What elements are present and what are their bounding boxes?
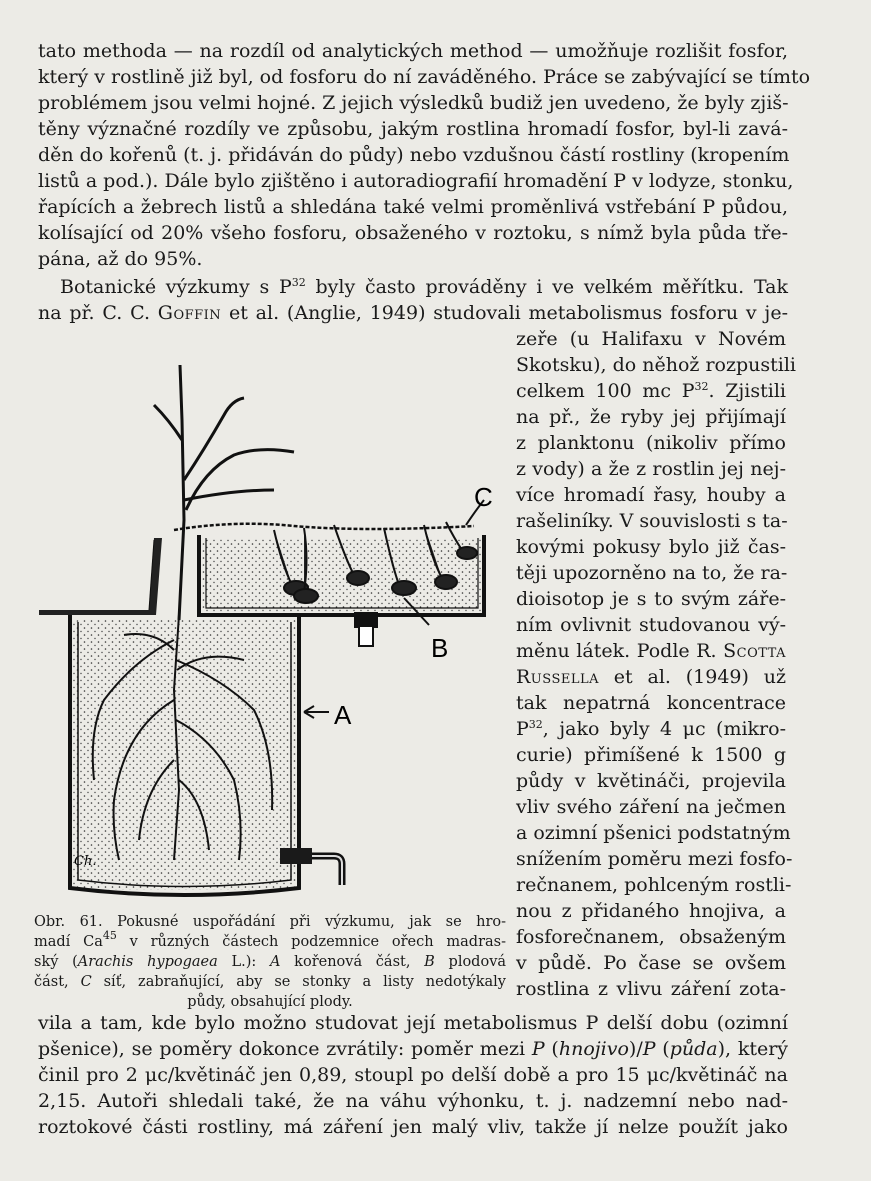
figure-caption <box>34 912 506 1012</box>
caption-line: madí Ca$^{45}$ v různých částech podzemnice ořech madras- <box>34 929 506 950</box>
column-line: rostlina z vlivu záření zota- <box>516 978 786 1000</box>
text-line: řapících a žebrech listů a shledána také velmi proměnlivá vstřebání P půdou, <box>38 196 788 218</box>
caption-line: Obr. 61. Pokusné uspořádání při výzkumu, jak se hro- <box>34 914 506 930</box>
author-name: Russella <box>516 666 599 688</box>
column-line: Skotsku), do něhož rozpustili <box>516 354 796 376</box>
text-line: kolísající od 20% všeho fosforu, obsaženého v roztoku, s nímž byla půda tře- <box>38 222 788 244</box>
text-line: Botanické výzkumy s $P^{32}$ byly často prováděny i ve velkém měřítku. Tak <box>60 276 788 298</box>
artist-signature: Ch. <box>74 854 97 869</box>
text-line: který v rostlině již byl, od fosforu do ní zaváděného. Práce se zabývající se tímto <box>38 66 811 88</box>
text-line: děn do kořenů (t. j. přidáván do půdy) nebo vzdušnou částí rostliny (kropením <box>38 144 790 166</box>
label-b: B <box>431 633 449 663</box>
caption-line: část, C síť, zabraňující, aby se stonky a listy nedotýkaly <box>34 974 506 990</box>
column-line: celkem 100 mc $P^{32}$. Zjistili <box>516 380 786 402</box>
text-line: pšenice), se poměry dokonce zvrátily: poměr mezi P (hnojivo)/P (půda), který <box>38 1038 789 1060</box>
column-line: ním ovlivnit studovanou vý- <box>516 614 786 636</box>
column-line: vliv svého záření na ječmen <box>516 796 786 818</box>
caption-line: ský (Arachis hypogaea L.): A kořenová část, B plodová <box>34 954 507 970</box>
column-line: $P^{32}$, jako byly 4 μc (mikro- <box>516 718 786 740</box>
column-line: rečnanem, pohlceným rostli- <box>516 874 792 896</box>
label-c: C <box>474 482 493 512</box>
column-line: tak nepatrná koncentrace <box>516 692 786 714</box>
column-line: fosforečnanem, obsaženým <box>516 926 786 948</box>
column-line: více hromadí řasy, houby a <box>516 484 786 506</box>
author-name: Scotta <box>723 640 786 662</box>
text-line: 2,15. Autoři shledali také, že na váhu výhonku, t. j. nadzemní nebo nad- <box>38 1090 788 1112</box>
caption-line: půdy, obsahující plody. <box>187 994 353 1010</box>
column-line: na př., že ryby jej přijímají <box>516 406 786 428</box>
column-line: měnu látek. Podle R. Scotta <box>516 640 786 662</box>
text-line: problémem jsou velmi hojné. Z jejich výsledků budiž jen uvedeno, že byly zjiš- <box>38 92 789 114</box>
column-line: v půdě. Po čase se ovšem <box>516 952 786 974</box>
net <box>174 524 474 530</box>
column-line: dioisotop je s to svým záře- <box>516 588 786 610</box>
text-line: listů a pod.). Dále bylo zjištěno i autoradiografií hromadění P v lodyze, stonku, <box>38 170 794 192</box>
column-line: půdy v květináči, projevila <box>516 770 786 792</box>
column-line: Russella et al. (1949) už <box>516 666 786 688</box>
label-a: A <box>334 700 352 730</box>
text-line: vila a tam, kde bylo možno studovat její metabolismus P delší dobu (ozimní <box>38 1012 788 1034</box>
column-line: z planktonu (nikoliv přímo <box>516 432 786 454</box>
column-line: kovými pokusy bylo již čas- <box>516 536 786 558</box>
text-line: roztokové části rostliny, má záření jen malý vliv, takže jí nelze použít jako <box>38 1116 788 1138</box>
author-name: Goffin <box>157 302 222 324</box>
column-line: curie) přimíšené k 1500 g <box>516 744 786 766</box>
text-line: tato methoda — na rozdíl od analytických method — umožňuje rozlišit fosfor, <box>38 40 788 62</box>
text-line: na př. C. C. Goffin et al. (Anglie, 1949) studovali metabolismus fosforu v je- <box>38 302 788 324</box>
column-line: z vody) a že z rostlin jej nej- <box>516 458 786 480</box>
text-line: pána, až do 95%. <box>38 248 203 270</box>
text-line: těny význačné rozdíly ve způsobu, jakým rostlina hromadí fosfor, byl-li zavá- <box>38 118 788 140</box>
column-line: nou z přidaného hnojiva, a <box>516 900 786 922</box>
column-line: rašeliníky. V souvislosti s ta- <box>516 510 788 532</box>
column-line: a ozimní pšenici podstatným <box>516 822 791 844</box>
text-line: činil pro 2 μc/květináč jen 0,89, stoupl po delší době a pro 15 μc/květináč na <box>38 1064 788 1086</box>
experiment-figure <box>34 360 506 905</box>
column-line: snížením poměru mezi fosfo- <box>516 848 793 870</box>
column-line: zeře (u Halifaxu v Novém <box>516 328 786 350</box>
column-line: těji upozorněno na to, že ra- <box>516 562 788 584</box>
